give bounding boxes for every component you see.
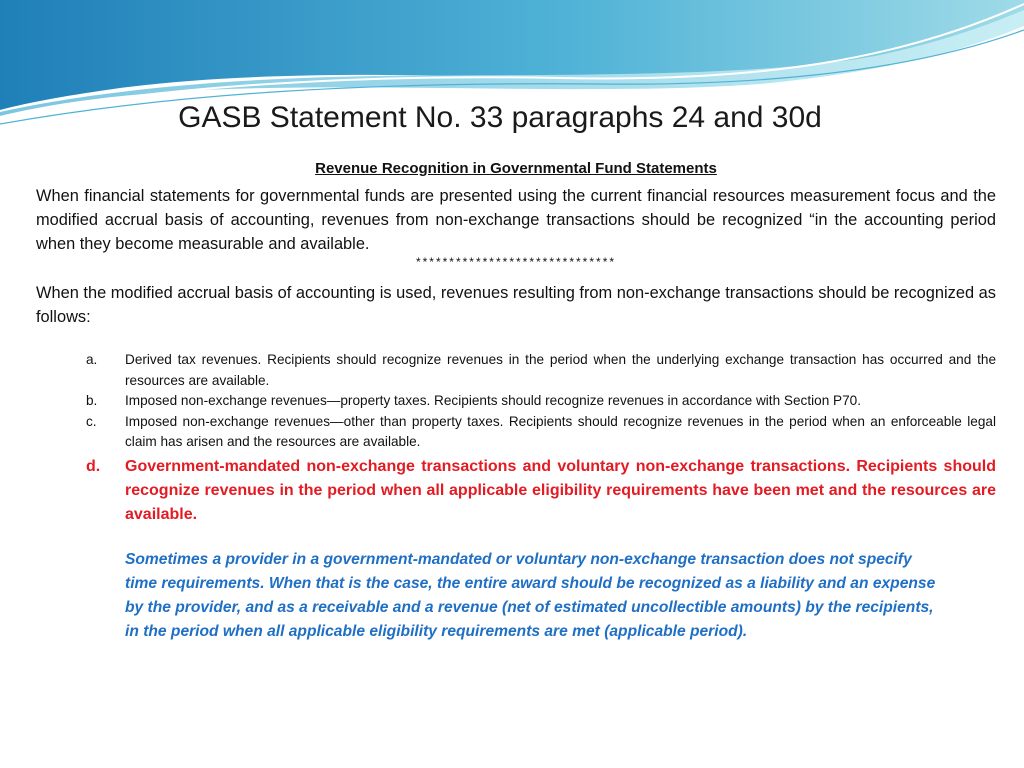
list-marker: d. xyxy=(86,457,101,475)
slide-title: GASB Statement No. 33 paragraphs 24 and 30d xyxy=(178,101,822,134)
list-item-a xyxy=(86,350,996,391)
separator: ****************************** xyxy=(415,255,617,269)
list-item-d xyxy=(86,455,996,527)
list-marker: c. xyxy=(86,413,97,429)
list-item-b xyxy=(86,391,996,412)
section-heading: Revenue Recognition in Governmental Fund Statements xyxy=(315,160,717,177)
intro-paragraph: When financial statements for governmental funds are presented using the current financial resources measurement focus and the modified accrual basis of accounting, revenues from non-exchange transactions should be recognized “in the accounting period when they become measurable and available. xyxy=(36,187,996,253)
list-item-text: Government-mandated non-exchange transactions and voluntary non-exchange transactions. Recipients should recognize revenues in the period when all applicable eligibility requirements have been met and the resources are available. xyxy=(125,457,996,523)
list-marker: a. xyxy=(86,352,98,367)
provider-note: Sometimes a provider in a government-mandated or voluntary non-exchange transaction does not specify time requirements. When that is the case, the entire award should be recognized as a liability and an expense by the provider, and as a receivable and a revenue (net of estimated uncollectible amounts) by the recipients, in the period when all applicable eligibility requirements are met (applicable period). xyxy=(125,551,936,640)
list-item-text: Derived tax revenues. Recipients should recognize revenues in the period when the underlying exchange transaction has occurred and the resources are available. xyxy=(125,352,996,388)
list-marker: b. xyxy=(86,393,98,408)
list-item-text: Imposed non-exchange revenues—property taxes. Recipients should recognize revenues in accordance with Section P70. xyxy=(125,393,862,408)
revenue-list xyxy=(86,350,996,527)
recognition-paragraph: When the modified accrual basis of accounting is used, revenues resulting from non-exchange transactions should be recognized as follows: xyxy=(36,284,996,326)
list-item-c xyxy=(86,412,996,453)
list-item-text: Imposed non-exchange revenues—other than property taxes. Recipients should recognize revenues in the period when an enforceable legal claim has arisen and the resources are available. xyxy=(125,413,996,449)
